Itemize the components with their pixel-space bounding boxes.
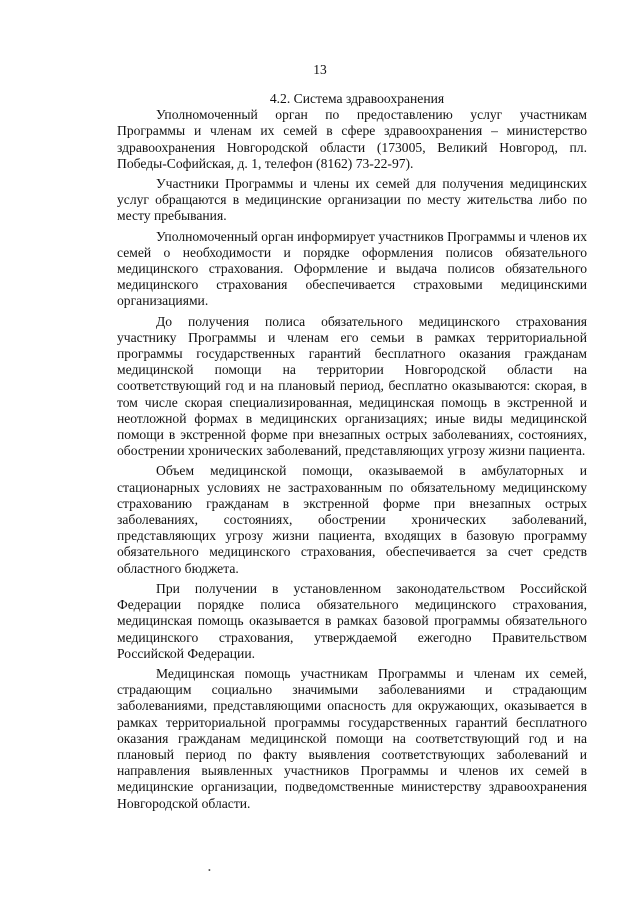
scan-artifact-dot: • — [208, 866, 211, 875]
paragraph-after-policy: При получении в установленном законодательством Российской Федерации порядке полиса обязательного медицинского страхования, медицинская помощь оказывается в рамках базовой программы обязательного медицинского страхования, утверждаемой ежегодно Правительством Российской Федерации. — [117, 580, 587, 661]
paragraph-insurance-policy-info: Уполномоченный орган информирует участников Программы и членов их семей о необходимости и порядке оформления полисов обязательного медицинского страхования. Оформление и выдача полисов обязательного медицинского страхования обеспечивается страховыми медицинскими организациями. — [117, 228, 587, 309]
paragraph-socially-significant-diseases: Медицинская помощь участникам Программы и членам их семей, страдающим социально значимыми заболеваниями и страдающим заболеваниями, представляющими опасность для окружающих, оказывается в рамках территориальной программы государственных гарантий бесплатного оказания гражданам медицинской помощи на соответствующий год и на плановый период по факту выявления соответствующих заболеваний и направления выявленных участников Программы и членов их семей в медицинские организации, подведомственные министерству здравоохранения Новгородской области. — [117, 665, 587, 811]
document-body — [117, 91, 587, 816]
paragraph-authorized-body: Уполномоченный орган по предоставлению услуг участникам Программы и членам их семей в сфере здравоохранения – министерство здравоохранения Новгородской области (173005, Великий Новгород, пл. Победы-Софийская, д. 1, телефон (8162) 73-22-97). — [117, 107, 587, 171]
paragraph-uninsured-care-volume: Объем медицинской помощи, оказываемой в амбулаторных и стационарных условиях не застрахованным по обязательному медицинскому страхованию гражданам в экстренной форме при внезапных острых заболеваниях, состояниях, обострении хронических заболеваний, представляющих угрозу жизни пациента, входящих в базовую программу обязательного медицинского страхования, обеспечивается за счет средств областного бюджета. — [117, 463, 587, 576]
paragraph-before-policy: До получения полиса обязательного медицинского страхования участнику Программы и членам его семьи в рамках территориальной программы государственных гарантий бесплатного оказания гражданам медицинской помощи на территории Новгородской области на соответствующий год и на плановый период, бесплатно оказываются: скорая, в том числе скорая специализированная, медицинская помощь в экстренной и неотложной формах в медицинских организациях; иные виды медицинской помощи в экстренной форме при внезапных острых заболеваниях, состояниях, обострении хронических заболеваний, представляющих угрозу жизни пациента. — [117, 313, 587, 459]
section-title: 4.2. Система здравоохранения — [269, 91, 445, 106]
paragraph-medical-services-access: Участники Программы и члены их семей для получения медицинских услуг обращаются в медицинские организации по месту жительства либо по месту пребывания. — [117, 176, 587, 224]
page-number: 13 — [313, 62, 327, 77]
